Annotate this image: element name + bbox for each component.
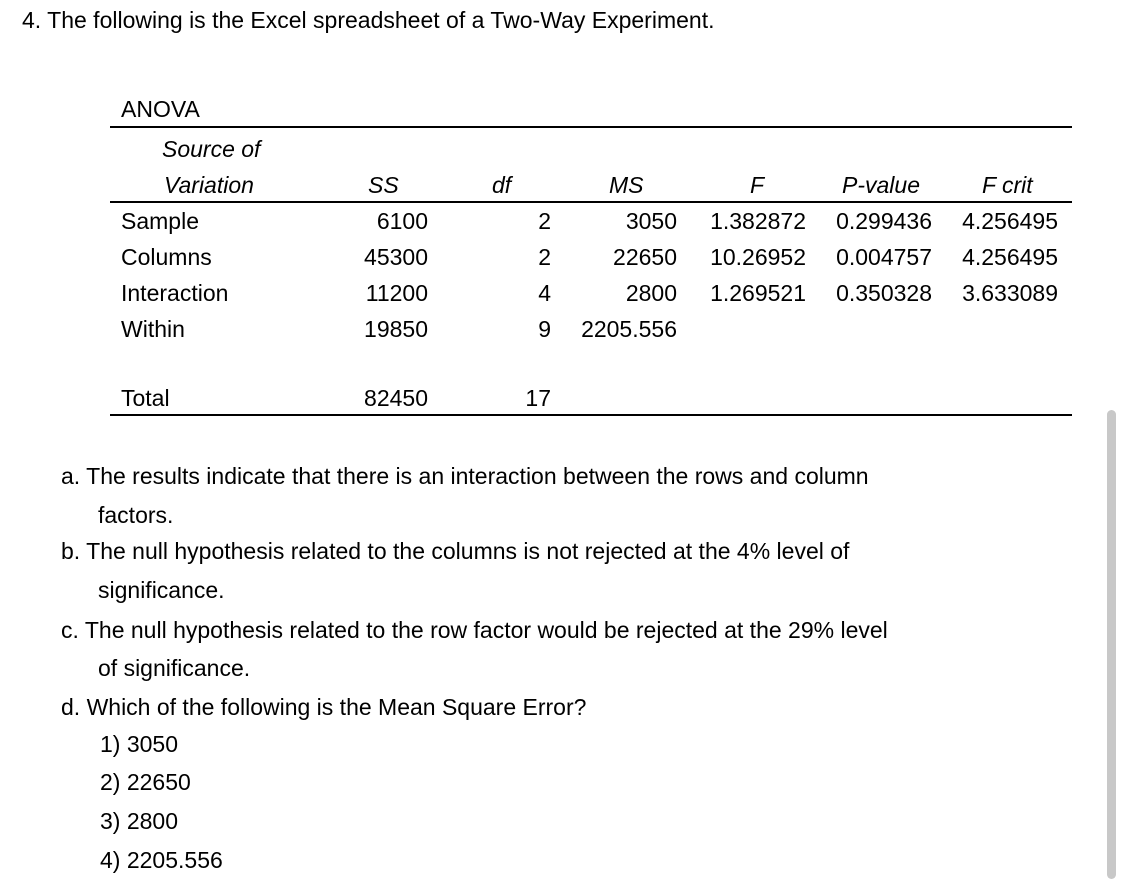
header-source-line2: Variation <box>164 172 254 198</box>
row-source: Sample <box>121 208 199 234</box>
row-df: 9 <box>538 316 551 342</box>
row-source: Columns <box>121 244 212 270</box>
statement-a-line2: factors. <box>98 502 174 528</box>
row-ss: 11200 <box>365 280 428 306</box>
row-f: 1.269521 <box>710 280 806 306</box>
header-ms: MS <box>609 172 644 198</box>
row-df: 2 <box>538 244 551 270</box>
question-title: 4. The following is the Excel spreadsheet of a Two-Way Experiment. <box>22 7 715 33</box>
option-1[interactable]: 1) 3050 <box>100 731 179 757</box>
header-source-line1: Source of <box>162 136 261 162</box>
row-ms: 2800 <box>625 280 677 306</box>
row-pvalue: 0.299436 <box>836 208 932 234</box>
table-top-rule <box>110 126 1072 128</box>
option-2[interactable]: 2) 22650 <box>100 769 191 795</box>
row-ms: 22650 <box>613 244 677 270</box>
vertical-scrollbar[interactable] <box>1107 410 1116 879</box>
row-ms: 2205.556 <box>581 316 677 342</box>
header-rule <box>110 201 1072 203</box>
total-df: 17 <box>525 385 551 411</box>
row-ss: 45300 <box>364 244 428 270</box>
row-fcrit: 4.256495 <box>962 208 1058 234</box>
row-pvalue: 0.350328 <box>836 280 932 306</box>
statement-c-line1: c. The null hypothesis related to the row factor would be rejected at the 29% level <box>61 617 888 643</box>
header-f: F <box>750 172 765 198</box>
option-3[interactable]: 3) 2800 <box>100 808 179 834</box>
row-ms: 3050 <box>625 208 677 234</box>
total-source: Total <box>121 385 170 411</box>
header-pvalue: P-value <box>842 172 920 198</box>
row-ss: 19850 <box>364 316 428 342</box>
anova-label: ANOVA <box>121 96 200 122</box>
row-f: 1.382872 <box>710 208 806 234</box>
row-df: 4 <box>538 280 551 306</box>
total-ss: 82450 <box>364 385 428 411</box>
statement-d-line1: d. Which of the following is the Mean Square Error? <box>61 694 587 720</box>
row-pvalue: 0.004757 <box>836 244 932 270</box>
row-f: 10.26952 <box>710 244 806 270</box>
table-bottom-rule <box>110 414 1072 416</box>
header-df: df <box>492 172 512 198</box>
header-ss: SS <box>368 172 399 198</box>
header-fcrit: F crit <box>982 172 1033 198</box>
row-source: Interaction <box>121 280 229 306</box>
statement-b-line2: significance. <box>98 577 225 603</box>
row-source: Within <box>121 316 185 342</box>
row-fcrit: 3.633089 <box>962 280 1058 306</box>
row-ss: 6100 <box>376 208 428 234</box>
option-4[interactable]: 4) 2205.556 <box>100 847 223 873</box>
statement-b-line1: b. The null hypothesis related to the columns is not rejected at the 4% level of <box>61 538 850 564</box>
row-df: 2 <box>538 208 551 234</box>
statement-a-line1: a. The results indicate that there is an interaction between the rows and column <box>61 463 869 489</box>
row-fcrit: 4.256495 <box>962 244 1058 270</box>
statement-c-line2: of significance. <box>98 655 251 681</box>
